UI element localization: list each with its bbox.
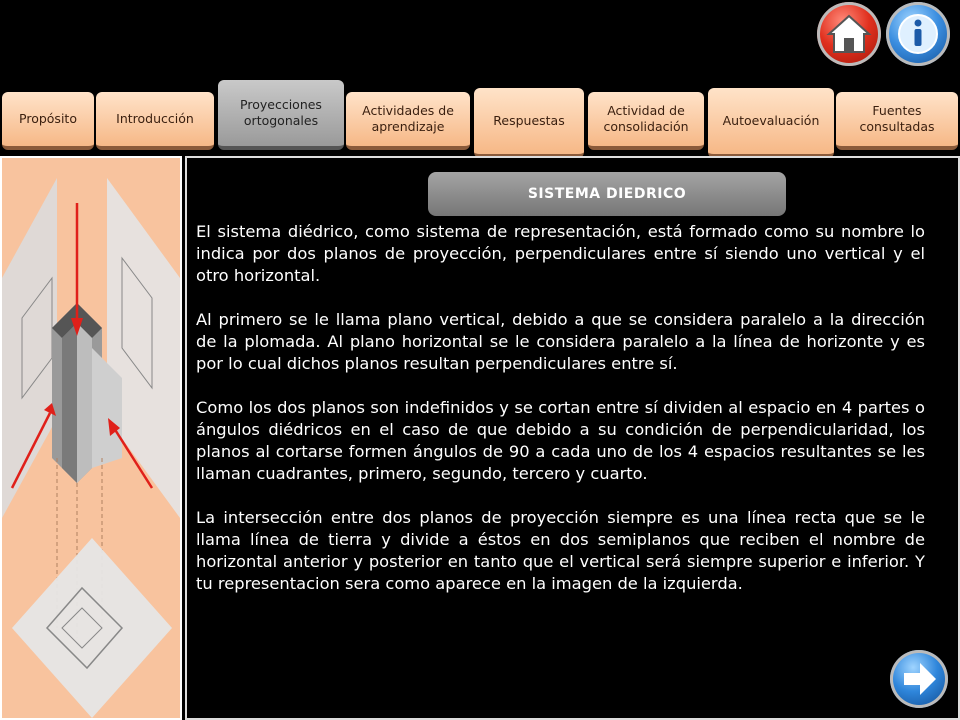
tab-label: Introducción [116, 111, 194, 127]
tab-label: Fuentes consultadas [859, 103, 935, 134]
info-icon [886, 2, 950, 66]
diedric-system-illustration [0, 156, 182, 720]
tab-actividad-de-consolidacion[interactable] [588, 92, 704, 150]
tab-respuestas[interactable] [474, 88, 584, 158]
tab-label: Actividades de aprendizaje [362, 103, 454, 134]
paragraph: El sistema diédrico, como sistema de representación, está formado como su nombre lo indica por dos planos de proyección, perpendiculares entre sí siendo uno vertical y el otro horizontal. [196, 222, 925, 285]
tab-label: Respuestas [493, 113, 565, 129]
tab-label: Actividad de consolidación [603, 103, 689, 134]
tab-proyecciones-ortogonales[interactable] [218, 80, 344, 150]
projection-planes-drawing [2, 158, 180, 718]
next-button[interactable] [890, 650, 948, 708]
paragraph: La intersección entre dos planos de proyección siempre es una línea recta que se le llama línea de tierra y divide a éstos en dos semiplanos que reciben el nombre de horizontal anterior y posterior en tanto que el vertical será siempre superior e inferior. Y tu representacion sera como aparece en la imagen de la izquierda. [196, 508, 925, 593]
home-button[interactable] [817, 2, 881, 66]
tab-label: Autoevaluación [722, 113, 820, 129]
section-title: SISTEMA DIEDRICO [428, 172, 786, 216]
tab-introduccion[interactable] [96, 92, 214, 150]
paragraph: Como los dos planos son indefinidos y se cortan entre sí dividen al espacio en 4 partes o ángulos diédricos en el caso de que debido a su condición de perpendicularidad, los planos al cortarse formen ángulos de 90 a cada uno de los 4 espacios resultantes se les llaman cuadrantes, primero, segundo, tercero y cuarto. [196, 398, 925, 483]
info-button[interactable] [886, 2, 950, 66]
arrow-right-icon [890, 650, 948, 708]
tab-actividades-de-aprendizaje[interactable] [346, 92, 470, 150]
text-block [196, 221, 925, 617]
tab-fuentes-consultadas[interactable] [836, 92, 958, 150]
tab-autoevaluacion[interactable] [708, 88, 834, 158]
tab-proposito[interactable] [2, 92, 94, 150]
paragraph: Al primero se le llama plano vertical, debido a que se considera paralelo a la dirección de la plomada. Al plano horizontal se le considera paralelo a la línea de horizonte y es por lo cual dichos planos resultan perpendiculares entre sí. [196, 310, 925, 373]
tab-label: Propósito [19, 111, 77, 127]
house-icon [817, 2, 881, 66]
tab-label: Proyecciones ortogonales [240, 97, 322, 128]
